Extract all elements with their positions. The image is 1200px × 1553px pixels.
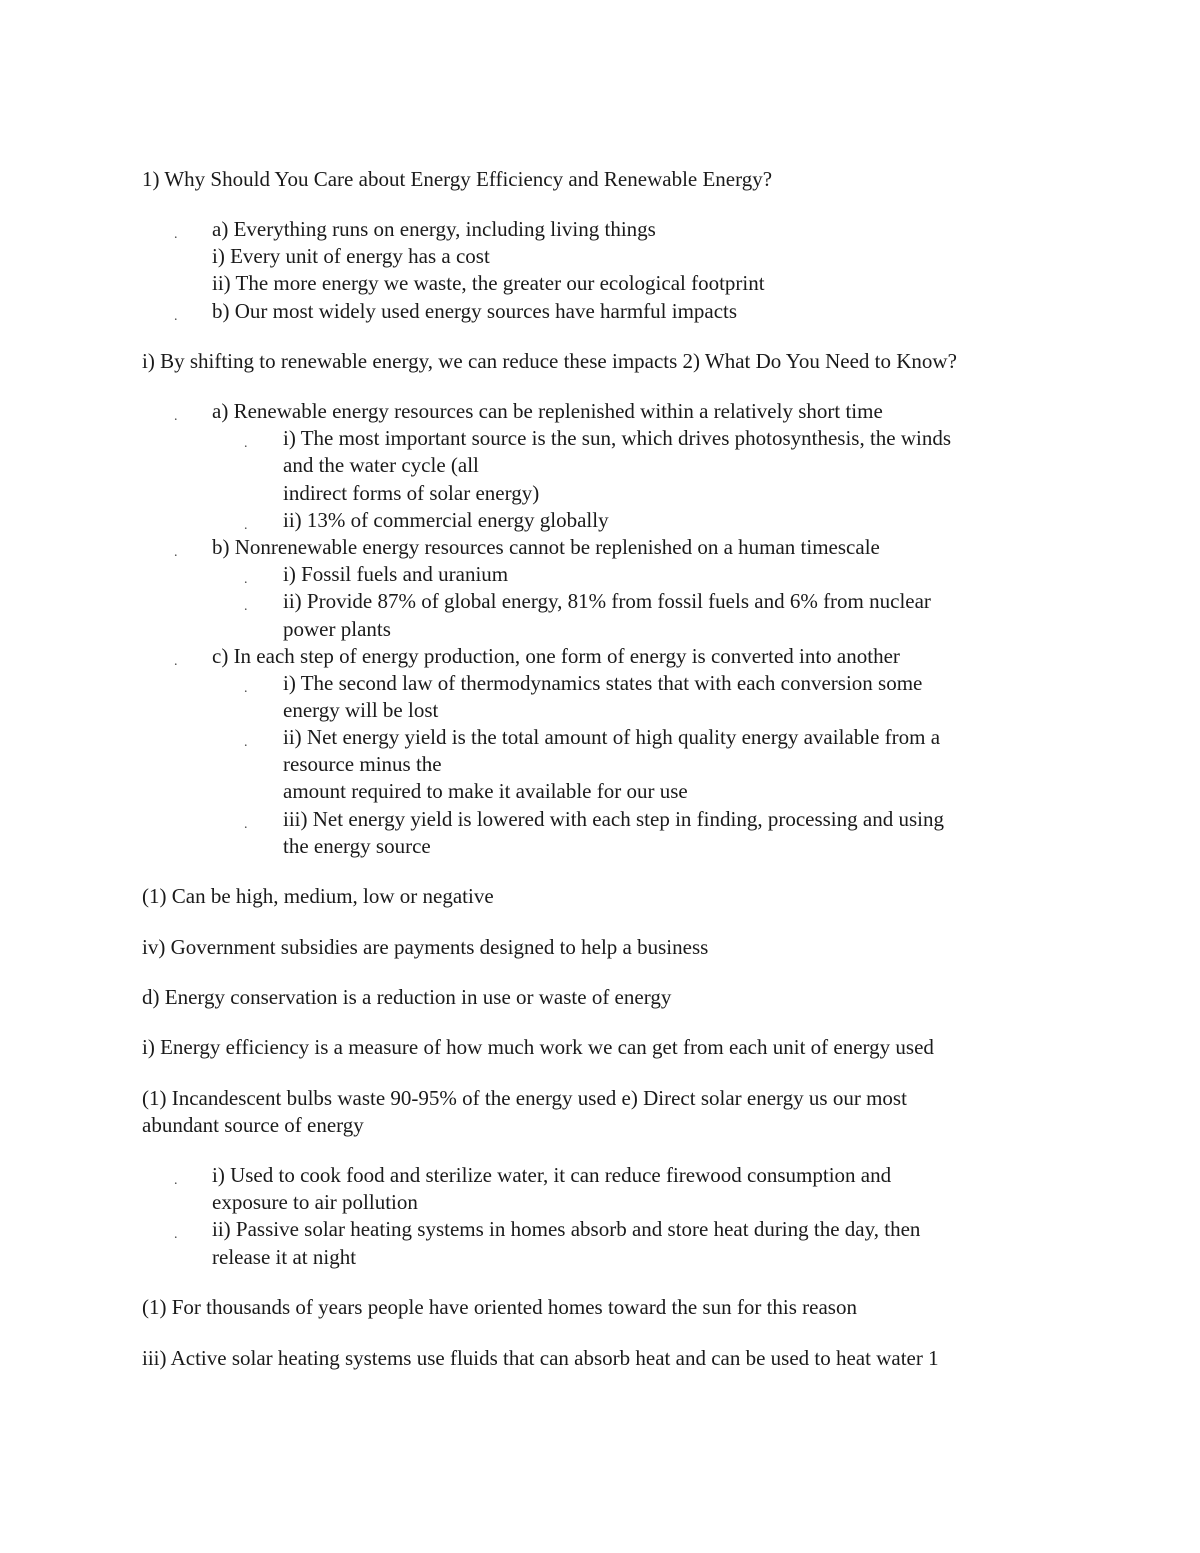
paragraph-line: abundant source of energy	[142, 1113, 364, 1137]
list-bullet-marker: .	[244, 735, 248, 750]
list-bullet-marker: .	[244, 436, 248, 451]
list-bullet-marker: .	[174, 545, 178, 560]
paragraph-line: (1) Can be high, medium, low or negative	[142, 884, 494, 908]
list-bullet-marker: .	[174, 227, 178, 242]
heading-line: 1) Why Should You Care about Energy Efficiency and Renewable Energy?	[142, 167, 773, 191]
paragraph-line: iv) Government subsidies are payments designed to help a business	[142, 935, 709, 959]
list-item-continuation: resource minus the	[283, 752, 442, 776]
list-item: a) Renewable energy resources can be replenished within a relatively short time	[212, 399, 883, 423]
list-item: b) Nonrenewable energy resources cannot be replenished on a human timescale	[212, 535, 880, 559]
list-bullet-marker: .	[174, 1173, 178, 1188]
list-item: b) Our most widely used energy sources have harmful impacts	[212, 299, 738, 323]
list-item: ii) Passive solar heating systems in homes absorb and store heat during the day, then	[212, 1217, 921, 1241]
list-bullet-marker: .	[174, 654, 178, 669]
paragraph-line: i) Energy efficiency is a measure of how much work we can get from each unit of energy used	[142, 1035, 934, 1059]
list-bullet-marker: .	[244, 599, 248, 614]
list-item: i) Every unit of energy has a cost	[212, 244, 490, 268]
list-item: ii) The more energy we waste, the greater our ecological footprint	[212, 271, 765, 295]
list-item: c) In each step of energy production, one form of energy is converted into another	[212, 644, 900, 668]
list-item: ii) 13% of commercial energy globally	[283, 508, 609, 532]
list-item-continuation: and the water cycle (all	[283, 453, 479, 477]
paragraph-line: (1) Incandescent bulbs waste 90-95% of the energy used e) Direct solar energy us our most	[142, 1086, 907, 1110]
list-bullet-marker: .	[244, 681, 248, 696]
list-item: i) Fossil fuels and uranium	[283, 562, 509, 586]
list-bullet-marker: .	[244, 572, 248, 587]
list-item: ii) Provide 87% of global energy, 81% from fossil fuels and 6% from nuclear	[283, 589, 931, 613]
list-item: i) The second law of thermodynamics states that with each conversion some	[283, 671, 923, 695]
paragraph-line: i) By shifting to renewable energy, we can reduce these impacts 2) What Do You Need to Know?	[142, 349, 957, 373]
list-item-continuation: release it at night	[212, 1245, 357, 1269]
list-item-continuation: amount required to make it available for our use	[283, 779, 688, 803]
list-item: iii) Net energy yield is lowered with each step in finding, processing and using	[283, 807, 944, 831]
list-item: i) Used to cook food and sterilize water, it can reduce firewood consumption and	[212, 1163, 892, 1187]
list-item: a) Everything runs on energy, including living things	[212, 217, 656, 241]
list-item-continuation: indirect forms of solar energy)	[283, 481, 540, 505]
list-bullet-marker: .	[174, 409, 178, 424]
list-item-continuation: energy will be lost	[283, 698, 439, 722]
list-item-continuation: the energy source	[283, 834, 431, 858]
list-bullet-marker: .	[174, 1227, 178, 1242]
list-bullet-marker: .	[244, 817, 248, 832]
list-item: ii) Net energy yield is the total amount of high quality energy available from a	[283, 725, 941, 749]
list-bullet-marker: .	[244, 518, 248, 533]
paragraph-line: (1) For thousands of years people have oriented homes toward the sun for this reason	[142, 1295, 857, 1319]
list-item-continuation: exposure to air pollution	[212, 1190, 418, 1214]
list-item-continuation: power plants	[283, 617, 391, 641]
list-bullet-marker: .	[174, 309, 178, 324]
paragraph-line: iii) Active solar heating systems use fluids that can absorb heat and can be used to heat water 1	[142, 1346, 939, 1370]
list-item: i) The most important source is the sun, which drives photosynthesis, the winds	[283, 426, 952, 450]
paragraph-line: d) Energy conservation is a reduction in use or waste of energy	[142, 985, 672, 1009]
